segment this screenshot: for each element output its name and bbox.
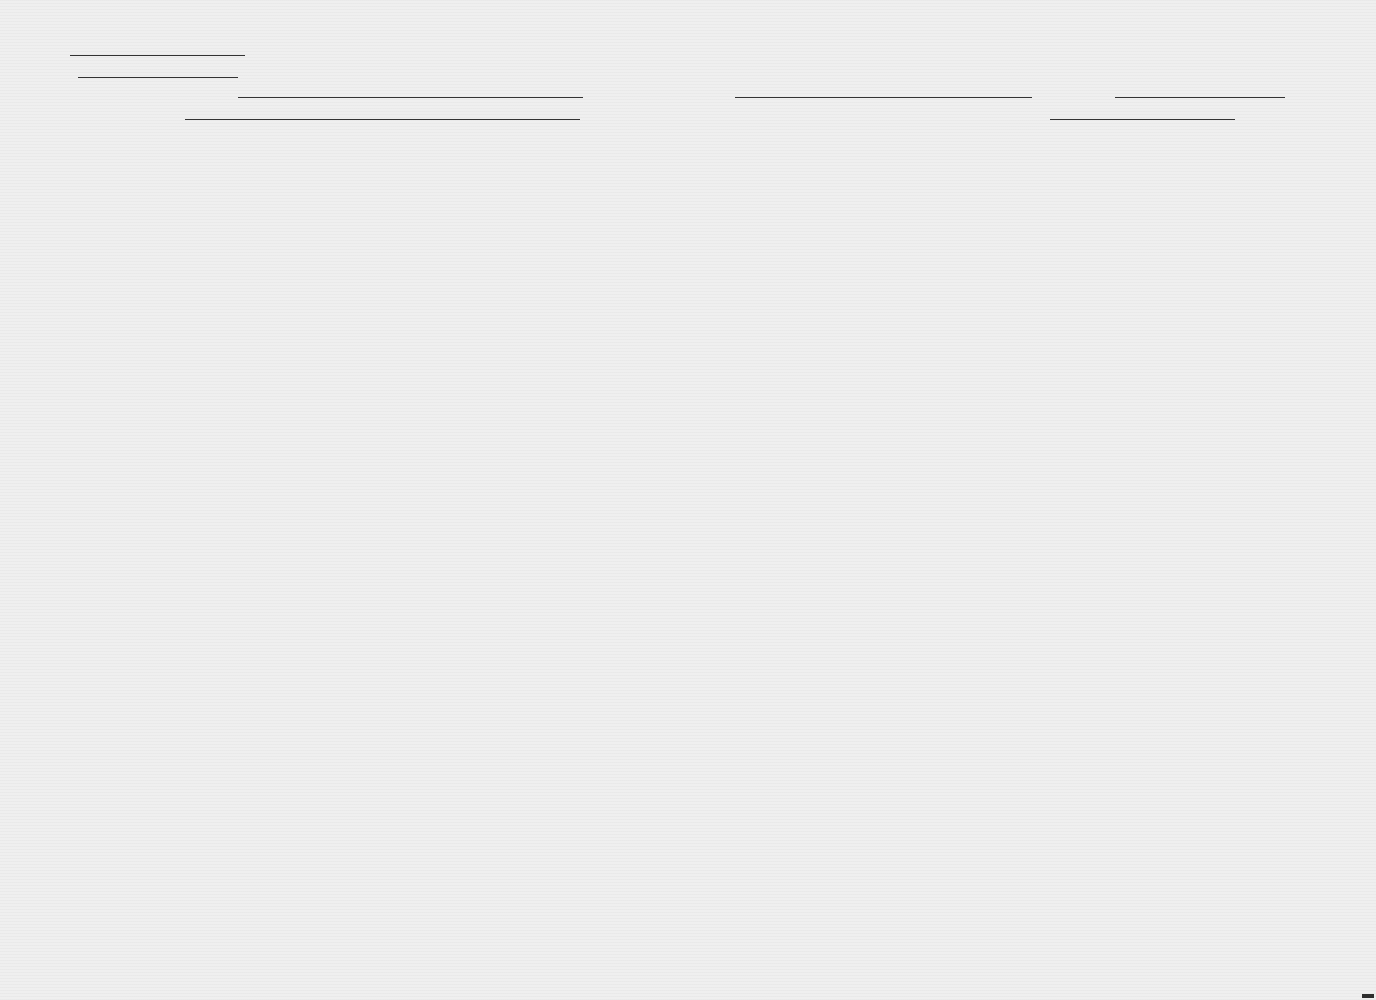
copyright-notice [1362,994,1374,998]
